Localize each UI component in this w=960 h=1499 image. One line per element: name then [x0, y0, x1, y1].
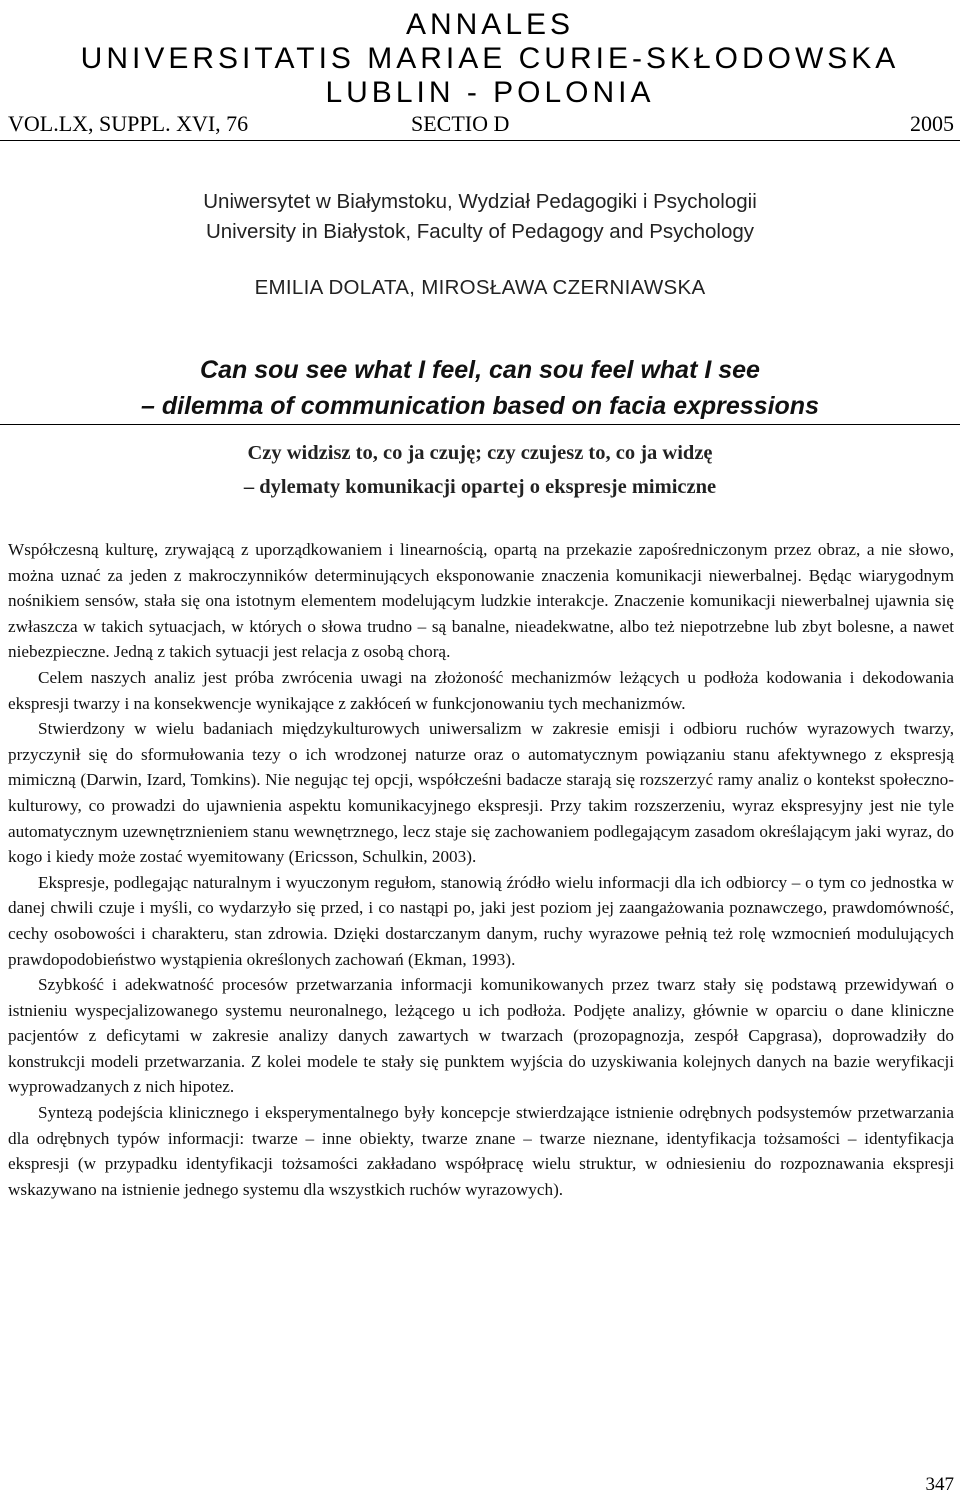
title-english-line1: Can sou see what I feel, can sou feel what I see — [200, 356, 760, 384]
affiliation-polish: Uniwersytet w Białymstoku, Wydział Pedagogiki i Psychologii — [203, 190, 757, 213]
authors: EMILIA DOLATA, MIROSŁAWA CZERNIAWSKA — [254, 276, 706, 299]
title-polish — [0, 436, 960, 504]
paragraph-6: Syntezą podejścia klinicznego i eksperymentalnego były koncepcje stwierdzające istnienie odrębnych podsystemów przetwarzania dla odrębnych typów informacji: twarze – inne obiekty, twarze znane – twarze nieznane, identyfikacja tożsamości – identyfikacja ekspresji (w przypadku identyfikacji tożsamości zakładano współpracę wielu struktur, w odniesieniu do rozpoznawania ekspresji wskazywano na istnienie jednego systemu dla wszystkich ruchów wyrazowych). — [8, 1103, 954, 1199]
volume-label: VOL.LX, SUPPL. XVI, 76 — [8, 111, 249, 136]
title-english-line2: – dilemma of communication based on facia expressions — [141, 392, 819, 420]
paragraph-4: Ekspresje, podlegając naturalnym i wyuczonym regułom, stanowią źródło wielu informacji dla ich odbiorcy – o tym co jednostka w danej chwili czuje i myśli, co wydarzyło się przed, i co nastąpi po, jaki jest poziom jej zaangażowania poznawczego, prawdomówność, cechy osobowości i charakteru, stan zdrowia. Dzięki dostarczanym danym, ruchy wyrazowe pełnią też rolę wzmocnień modulujących prawdopodobieństwo wystąpienia określonych zachowań (Ekman, 1993). — [8, 872, 954, 969]
journal-meta-row — [0, 110, 960, 141]
section-label: SECTIO D — [411, 111, 510, 136]
title-polish-line2: – dylematy komunikacji opartej o ekspresje mimiczne — [243, 476, 717, 498]
journal-title-location: LUBLIN - POLONIA — [325, 76, 655, 109]
page-number: 347 — [925, 1474, 954, 1495]
affiliation-english: University in Białystok, Faculty of Pedagogy and Psychology — [205, 220, 755, 243]
paragraph-1: Współczesną kulturę, zrywającą z uporządkowaniem i linearnością, opartą na przekazie zapośredniczonym przez obraz, a nie słowo, można uznać za jeden z makroczynników determinujących eksponowanie znaczenia komunikacji niewerbalnej. Będąc wiarygodnym nośnikiem sensów, stała się ona istotnym elementem modelującym ludzkie interakcje. Znaczenie komunikacji niewerbalnej ujawnia się zwłaszcza w takich sytuacjach, w których o słowa trudno – są banalne, nieadekwatne, albo też niepotrzebne lub zbyt bolesne, a nawet niebezpieczne. Jedną z takich sytuacji jest relacja z osobą chorą. — [8, 540, 954, 662]
paragraph-5: Szybkość i adekwatność procesów przetwarzania informacji komunikowanych przez twarz stały się podstawą przewidywań o istnieniu wyspecjalizowanego systemu neuronalnego, leżącego u ich podłoża. Podjęte analizy, głównie w oparciu o dane kliniczne pacjentów z deficytami w zakresie analizy danych zawartych w twarzach (prozopagnozja, zespół Capgrasa), doprowadziły do konstrukcji modeli przetwarzania. Z kolei modele te stały się punktem wyjścia do uzyskiwania kolejnych danych na bazie weryfikacji wyprowadzanych z nich hipotez. — [8, 975, 954, 1097]
article-body — [8, 537, 954, 1202]
title-divider — [0, 424, 960, 425]
year-label: 2005 — [910, 111, 954, 136]
title-english — [0, 352, 960, 424]
paragraph-2: Celem naszych analiz jest próba zwrócenia uwagi na złożoność mechanizmów leżących u podłoża kodowania i dekodowania ekspresji twarzy i na konsekwencje wynikające z zakłóceń w funkcjonowaniu tych mechanizmów. — [8, 667, 954, 713]
title-polish-line1: Czy widzisz to, co ja czuję; czy czujesz to, co ja widzę — [247, 442, 713, 464]
paragraph-3: Stwierdzony w wielu badaniach międzykulturowych uniwersalizm w zakresie emisji i odbioru ruchów wyrazowych twarzy, przyczynił się do sformułowania tezy o ich wrodzonej naturze oraz o automatycznym powiązaniu stanu afektywnego z ekspresją mimiczną (Darwin, Izard, Tomkins). Nie negując tej opcji, współcześni badacze starają się rozszerzyć ramy analiz o kontekst społeczno-kulturowy, co prowadzi do ujawnienia aspektu komunikacyjnego ekspresji. Przy takim rozszerzeniu, wyraz ekspresyjny jest nie tyle automatycznym uzewnętrznieniem stanu wewnętrznego, lecz staje się zachowaniem podlegającym zasadom określającym jaki wyraz, do kogo i kiedy może zostać wyemitowany (Ericsson, Schulkin, 2003). — [8, 719, 954, 867]
journal-title-university: UNIVERSITATIS MARIAE CURIE-SKŁODOWSKA — [80, 42, 900, 75]
journal-header — [0, 8, 960, 141]
journal-title-annales: ANNALES — [405, 8, 575, 41]
